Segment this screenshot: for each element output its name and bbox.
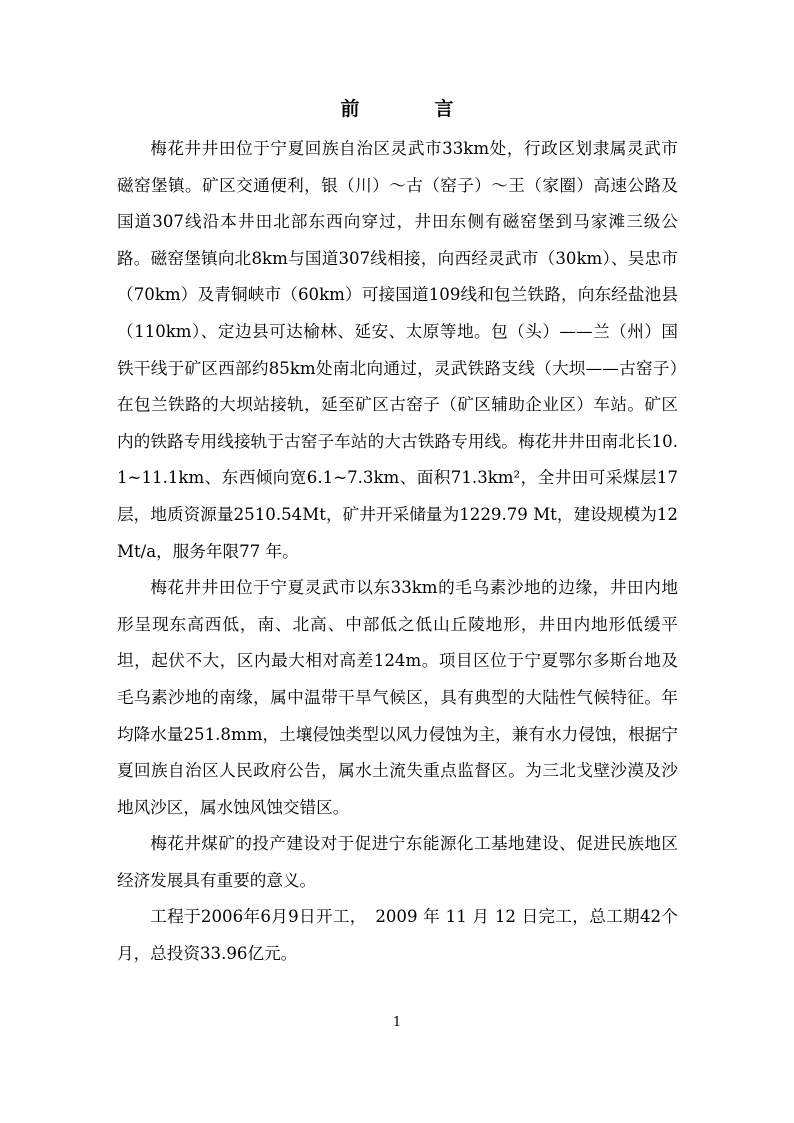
paragraph-location-transport: 梅花井井田位于宁夏回族自治区灵武市33km处，行政区划隶属灵武市磁窑堡镇。矿区交通便利，银（川）～古（窑子）～王（家圈）高速公路及国道307线沿本井田北部东西向穿过，井田东侧有磁窑堡到马家滩三级公路。磁窑堡镇向北8km与国道307线相接，向西经灵武市（30km）、吴忠市（70km）及青铜峡市（60km）可接国道109线和包兰铁路，向东经盐池县（110km）、定边县可达榆林、延安、太原等地。包（头）——兰（州）国铁干线于矿区西部约85km处南北向通过，灵武铁路支线（大坝——古窑子）在包兰铁路的大坝站接轨，延至矿区古窑子（矿区辅助企业区）车站。矿区内的铁路专用线接轨于古窑子车站的大古铁路专用线。梅花井井田南北长10.1~11.1km、东西倾向宽6.1~7.3km、面积71.3km²，全井田可采煤层17层，地质资源量2510.54Mt，矿井开采储量为1229.79 Mt，建设规模为12Mt/a，服务年限77 年。 — [117, 139, 678, 561]
paragraph-schedule-investment: 工程于2006年6月9日开工， 2009 年 11 月 12 日完工，总工期42个月，总投资33.96亿元。 — [117, 907, 678, 964]
page-title: 前 言 — [340, 98, 482, 120]
document-body — [117, 131, 678, 973]
page-number: 1 — [392, 1015, 402, 1030]
paragraph-significance: 梅花井煤矿的投产建设对于促进宁东能源化工基地建设、促进民族地区经济发展具有重要的意义。 — [117, 834, 678, 890]
paragraph-terrain-climate: 梅花井井田位于宁夏灵武市以东33km的毛乌素沙地的边缘，井田内地形呈现东高西低，南、北高、中部低之低山丘陵地形，井田内地形低缓平坦，起伏不大，区内最大相对高差124m。项目区位于宁夏鄂尔多斯台地及毛乌素沙地的南缘，属中温带干旱气候区，具有典型的大陆性气候特征。年均降水量251.8mm，土壤侵蚀类型以风力侵蚀为主，兼有水力侵蚀，根据宁夏回族自治区人民政府公告，属水土流失重点监督区。为三北戈壁沙漠及沙地风沙区，属水蚀风蚀交错区。 — [117, 578, 678, 817]
